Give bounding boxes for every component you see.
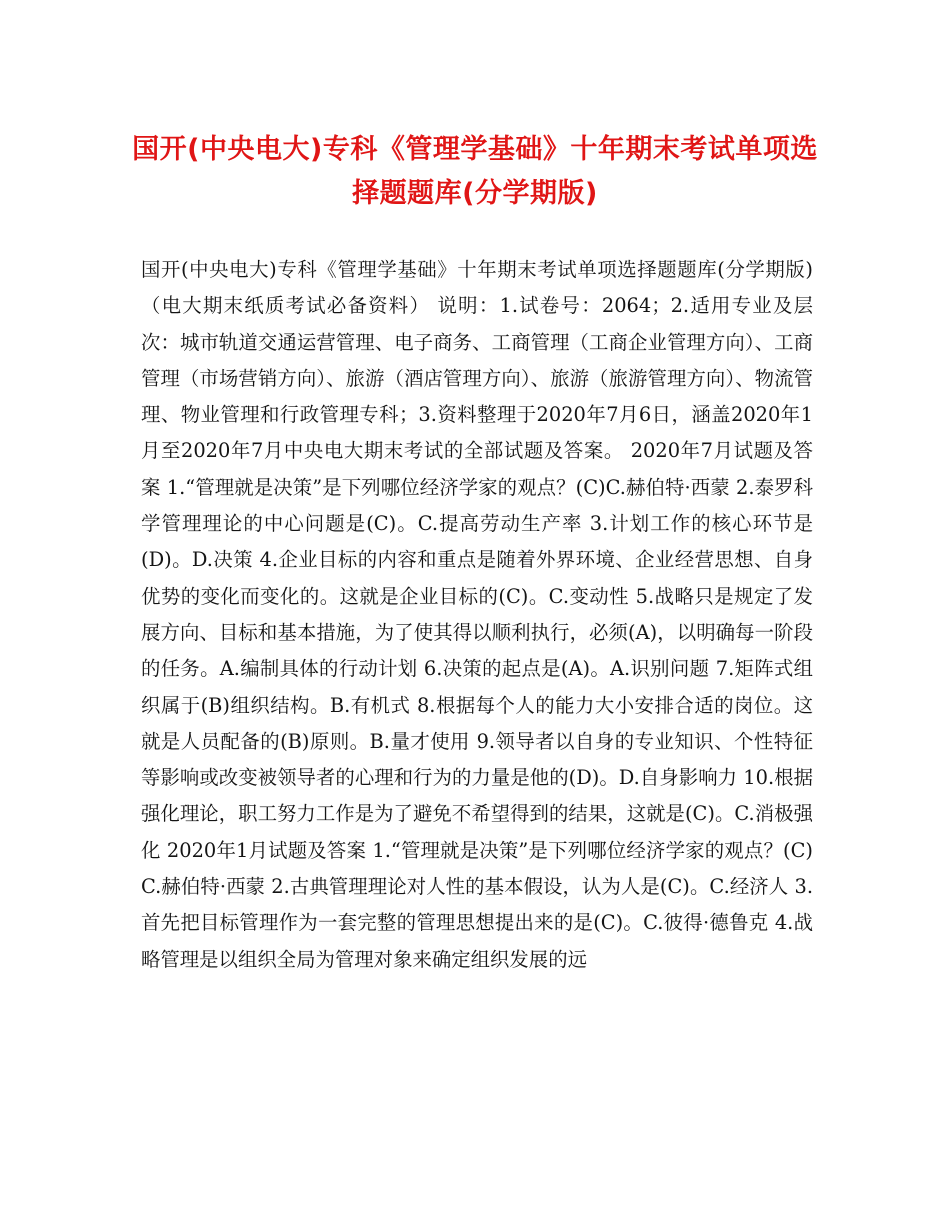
document-title: 国开(中央电大)专科《管理学基础》十年期末考试单项选择题题库(分学期版) <box>132 134 818 209</box>
document-body: 国开(中央电大)专科《管理学基础》十年期末考试单项选择题题库(分学期版) （电大期末纸质考试必备资料） 说明：1.试卷号：2064；2.适用专业及层次：城市轨道交通运营管理、电子商务、工商管理（工商企业管理方向）、工商管理（市场营销方向）、旅游（酒店管理方向）、旅游（旅游管理方向）、物流管理、物业管理和行政管理专科；3.资料整理于2020年7月6日，涵盖2020年1月至2020年7月中央电大期末考试的全部试题及答案。 2020年7月试题及答案 1.“管理就是决策”是下列哪位经济学家的观点？(C)C.赫伯特·西蒙 2.泰罗科学管理理论的中心问题是(C)。C.提高劳动生产率 3.计划工作的核心环节是(D)。D.决策 4.企业目标的内容和重点是随着外界环境、企业经营思想、自身优势的变化而变化的。这就是企业目标的(C)。C.变动性 5.战略只是规定了发展方向、目标和基本措施，为了使其得以顺利执行，必须(A)，以明确每一阶段的任务。A.编制具体的行动计划 6.决策的起点是(A)。A.识别问题 7.矩阵式组织属于(B)组织结构。B.有机式 8.根据每个人的能力大小安排合适的岗位。这就是人员配备的(B)原则。B.量才使用 9.领导者以自身的专业知识、个性特征等影响或改变被领导者的心理和行为的力量是他的(D)。D.自身影响力 10.根据强化理论，职工努力工作是为了避免不希望得到的结果，这就是(C)。C.消极强化 2020年1月试题及答案 1.“管理就是决策”是下列哪位经济学家的观点？(C)C.赫伯特·西蒙 2.古典管理理论对人性的基本假设，认为人是(C)。C.经济人 3.首先把目标管理作为一套完整的管理思想提出来的是(C)。C.彼得·德鲁克 4.战略管理是以组织全局为管理对象来确定组织发展的远 <box>141 258 813 971</box>
